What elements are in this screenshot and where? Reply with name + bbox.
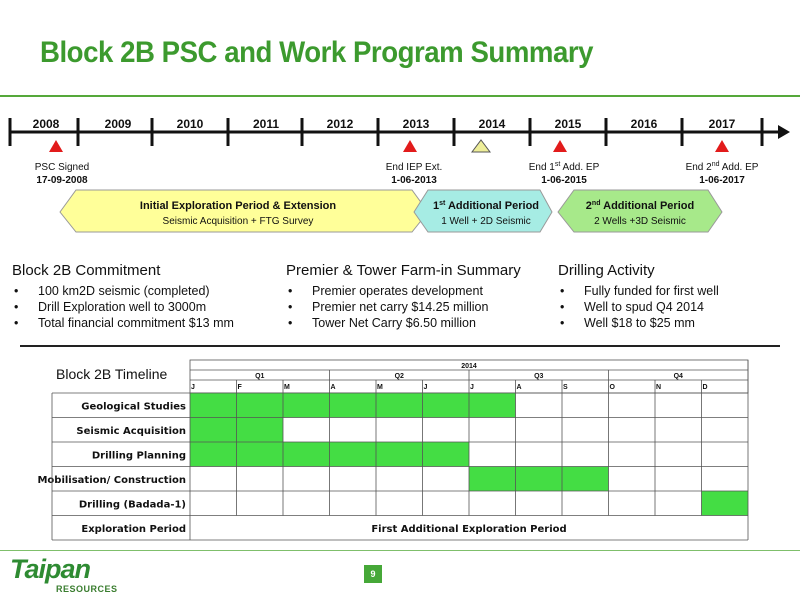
milestone-marker [553, 140, 567, 152]
exploration-label: Exploration Period [81, 523, 186, 535]
period-subtitle: 1 Well + 2D Seismic [441, 216, 531, 227]
gantt-month: J [191, 384, 195, 391]
gantt-quarter: Q1 [255, 373, 265, 380]
milestone-marker [715, 140, 729, 152]
milestone-label: PSC Signed [34, 162, 90, 173]
year-label: 2009 [104, 117, 132, 131]
year-label: 2017 [708, 117, 736, 131]
year-label: 2011 [252, 117, 280, 131]
milestone-date: 17-09-2008 [36, 175, 88, 186]
year-label: 2015 [554, 117, 582, 131]
year-label: 2016 [630, 117, 658, 131]
gantt-bar [469, 393, 516, 418]
gantt-bar [330, 442, 377, 467]
commitment-item: • Drill Exploration well to 3000m [12, 299, 234, 315]
section-divider [20, 345, 780, 347]
gantt-bar [562, 467, 609, 492]
psc-timeline [0, 108, 800, 238]
period-title: 1st Additional Period [432, 200, 540, 212]
milestone-label: End 1st Add. EP [528, 161, 600, 173]
gantt-row-label: Drilling (Badada-1) [78, 499, 186, 511]
gantt-quarter: Q4 [673, 373, 683, 380]
logo-text: Taipan [10, 554, 91, 584]
gantt-month: A [330, 384, 336, 391]
milestone-marker [49, 140, 63, 152]
gantt-month: A [516, 384, 522, 391]
drilling-item: • Well $18 to $25 mm [558, 315, 719, 331]
period-title: 2nd Additional Period [585, 200, 695, 212]
year-label: 2014 [478, 117, 506, 131]
gantt-bar [702, 491, 749, 516]
commitment-item: • 100 km2D seismic (completed) [12, 283, 234, 299]
timeline-arrowhead [778, 125, 790, 139]
page-number: 9 [364, 565, 382, 583]
gantt-label: Block 2B Timeline [56, 366, 168, 382]
gantt-month: F [237, 384, 242, 391]
gantt-bar [376, 442, 423, 467]
current-position-marker [472, 140, 490, 152]
gantt-year: 2014 [461, 363, 477, 370]
gantt-month: M [377, 384, 383, 391]
gantt-row-label: Drilling Planning [91, 450, 186, 462]
year-label: 2008 [32, 117, 60, 131]
gantt-month: N [656, 384, 662, 391]
gantt-month: J [470, 384, 474, 391]
gantt-bar [190, 442, 237, 467]
gantt-month: D [702, 384, 708, 391]
page-title: Block 2B PSC and Work Program Summary [40, 36, 594, 69]
gantt-header [190, 360, 748, 393]
gantt-month: S [563, 384, 568, 391]
drilling-heading: Drilling Activity [558, 262, 655, 279]
period-subtitle: 2 Wells +3D Seismic [594, 216, 686, 227]
gantt-month: O [609, 384, 615, 391]
period-subtitle: Seismic Acquisition + FTG Survey [162, 216, 314, 227]
farmin-heading: Premier & Tower Farm-in Summary [286, 262, 521, 279]
gantt-month: J [423, 384, 428, 391]
logo-subtext: RESOURCES [56, 584, 118, 594]
exploration-value: First Additional Exploration Period [371, 523, 567, 535]
milestone-marker [403, 140, 417, 152]
commitment-heading: Block 2B Commitment [12, 262, 161, 279]
milestone-date: 1-06-2017 [699, 175, 745, 186]
gantt-bar [376, 393, 423, 418]
drilling-section [558, 262, 719, 331]
milestone-label: End IEP Ext. [385, 162, 443, 173]
gantt-bar [283, 442, 330, 467]
milestone-date: 1-06-2015 [541, 175, 587, 186]
gantt-row-label: Mobilisation/ Construction [37, 474, 186, 486]
taipan-logo [10, 554, 118, 594]
farmin-item: • Tower Net Carry $6.50 million [286, 315, 521, 331]
drilling-item: • Well to spud Q4 2014 [558, 299, 719, 315]
gantt-bar [330, 393, 377, 418]
gantt-bar [516, 467, 563, 492]
milestone-date: 1-06-2013 [391, 175, 437, 186]
gantt-quarter: Q2 [394, 373, 404, 380]
commitment-item: • Total financial commitment $13 mm [12, 315, 234, 331]
gantt-bar [237, 418, 284, 443]
gantt-month: M [284, 384, 290, 391]
footer-divider [0, 550, 800, 551]
farmin-item: • Premier operates development [286, 283, 521, 299]
gantt-quarter: Q3 [534, 373, 544, 380]
gantt-bar [423, 442, 470, 467]
milestone-label: End 2nd Add. EP [685, 161, 759, 173]
gantt-bar [190, 393, 237, 418]
year-label: 2012 [326, 117, 354, 131]
period-title: Initial Exploration Period & Extension [139, 200, 337, 212]
farmin-section [286, 262, 521, 331]
gantt-bar [469, 467, 516, 492]
gantt-bar [283, 393, 330, 418]
gantt-bar [237, 442, 284, 467]
title-divider [0, 95, 800, 97]
gantt-bar [423, 393, 470, 418]
gantt-bar [190, 418, 237, 443]
commitment-section [12, 262, 234, 331]
drilling-item: • Fully funded for first well [558, 283, 719, 299]
gantt-bar [237, 393, 284, 418]
gantt-row-label: Seismic Acquisition [76, 425, 186, 437]
gantt-row-label: Geological Studies [81, 401, 186, 413]
farmin-item: • Premier net carry $14.25 million [286, 299, 521, 315]
year-label: 2013 [402, 117, 430, 131]
year-label: 2010 [176, 117, 204, 131]
